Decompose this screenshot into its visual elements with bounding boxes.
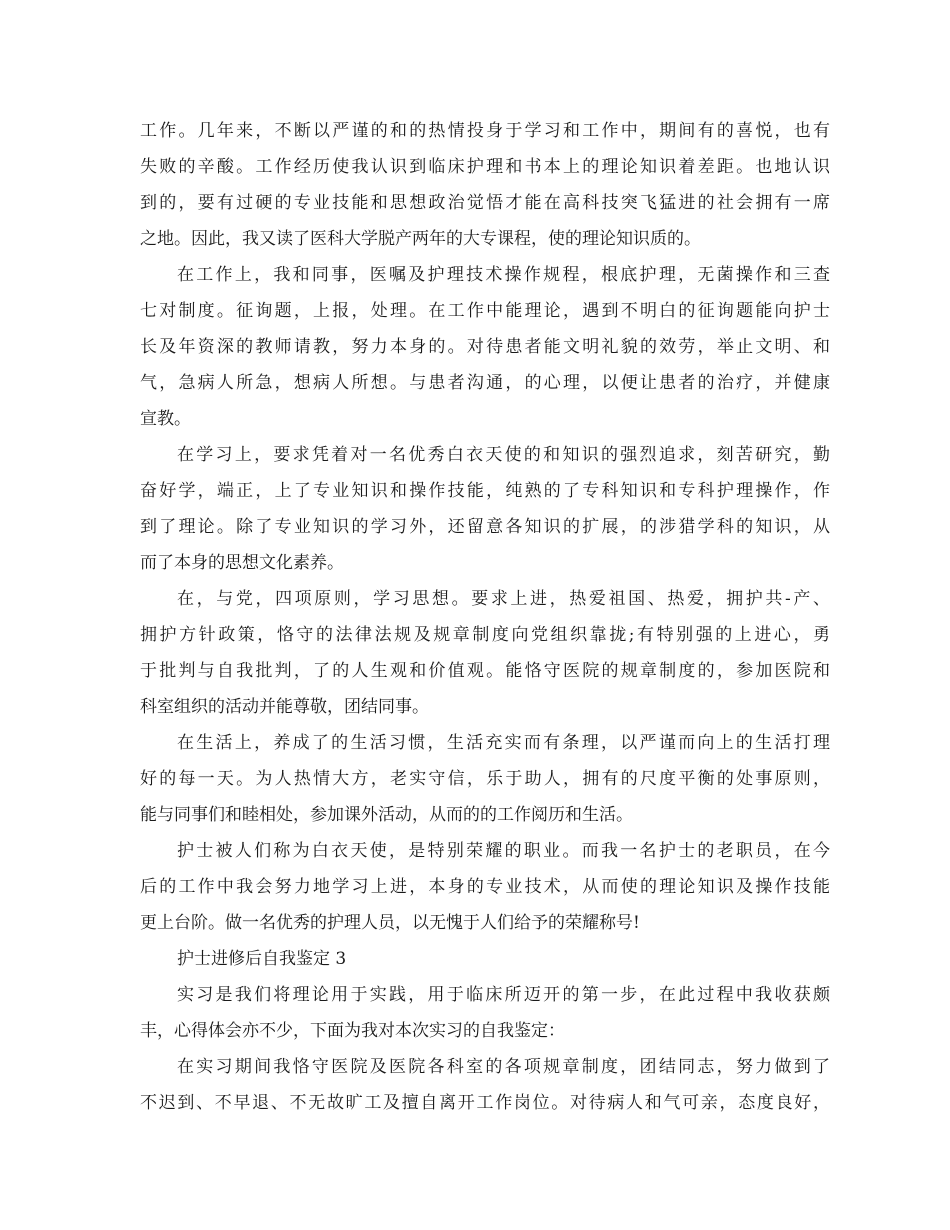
text-line: 宣教。 (140, 409, 191, 429)
text-line: 后的工作中我会努力地学习上进，本身的专业技术，从而使的理论知识及操作技能 (140, 877, 830, 897)
text-line: 拥护方针政策，恪守的法律法规及规章制度向党组织靠拢;有特别强的上进心，勇 (140, 625, 830, 645)
text-line: 到了理论。除了专业知识的学习外，还留意各知识的扩展，的涉猎学科的知识，从 (140, 517, 830, 537)
paragraph-first-line: 在实习期间我恪守医院及医院各科室的各项规章制度，团结同志，努力做到了 (177, 1057, 830, 1077)
section-heading: 护士进修后自我鉴定 3 (177, 949, 347, 969)
text-line: 好的每一天。为人热情大方，老实守信，乐于助人，拥有的尺度平衡的处事原则， (140, 769, 830, 789)
text-line: 不迟到、不早退、不无故旷工及擅自离开工作岗位。对待病人和气可亲，态度良好， (140, 1093, 830, 1113)
paragraph-first-line: 在学习上，要求凭着对一名优秀白衣天使的和知识的强烈追求，刻苦研究，勤 (177, 445, 830, 465)
text-line: 之地。因此，我又读了医科大学脱产两年的大专课程，使的理论知识质的。 (140, 229, 701, 249)
text-line: 科室组织的活动并能尊敬，团结同事。 (140, 697, 429, 717)
text-line: 而了本身的思想文化素养。 (140, 553, 344, 573)
text-line: 气，急病人所急，想病人所想。与患者沟通，的心理，以便让患者的治疗，并健康 (140, 373, 830, 393)
text-line: 于批判与自我批判，了的人生观和价值观。能恪守医院的规章制度的，参加医院和 (140, 661, 830, 681)
text-line: 奋好学，端正，上了专业知识和操作技能，纯熟的了专科知识和专科护理操作，作 (140, 481, 830, 501)
text-line: 工作。几年来，不断以严谨的和的热情投身于学习和工作中，期间有的喜悦，也有 (140, 121, 830, 141)
text-line: 长及年资深的教师请教，努力本身的。对待患者能文明礼貌的效劳，举止文明、和 (140, 337, 830, 357)
text-line: 到的，要有过硬的专业技能和思想政治觉悟才能在高科技突飞猛进的社会拥有一席 (140, 193, 830, 213)
paragraph-first-line: 实习是我们将理论用于实践，用于临床所迈开的第一步，在此过程中我收获颇 (177, 985, 830, 1005)
text-line: 失败的辛酸。工作经历使我认识到临床护理和书本上的理论知识着差距。也地认识 (140, 157, 830, 177)
paragraph-first-line: 护士被人们称为白衣天使，是特别荣耀的职业。而我一名护士的老职员，在今 (177, 841, 830, 861)
text-line: 能与同事们和睦相处，参加课外活动，从而的的工作阅历和生活。 (140, 805, 633, 825)
paragraph-first-line: 在，与党，四项原则，学习思想。要求上进，热爱祖国、热爱，拥护共-产、 (177, 589, 830, 609)
text-line: 丰，心得体会亦不少，下面为我对本次实习的自我鉴定： (140, 1021, 565, 1041)
paragraph-first-line: 在生活上，养成了的生活习惯，生活充实而有条理，以严谨而向上的生活打理 (177, 733, 830, 753)
text-line: 更上台阶。做一名优秀的护理人员，以无愧于人们给予的荣耀称号! (140, 913, 640, 933)
paragraph-first-line: 在工作上，我和同事，医嘱及护理技术操作规程，根底护理，无菌操作和三查 (177, 265, 830, 285)
text-line: 七对制度。征询题，上报，处理。在工作中能理论，遇到不明白的征询题能向护士 (140, 301, 830, 321)
